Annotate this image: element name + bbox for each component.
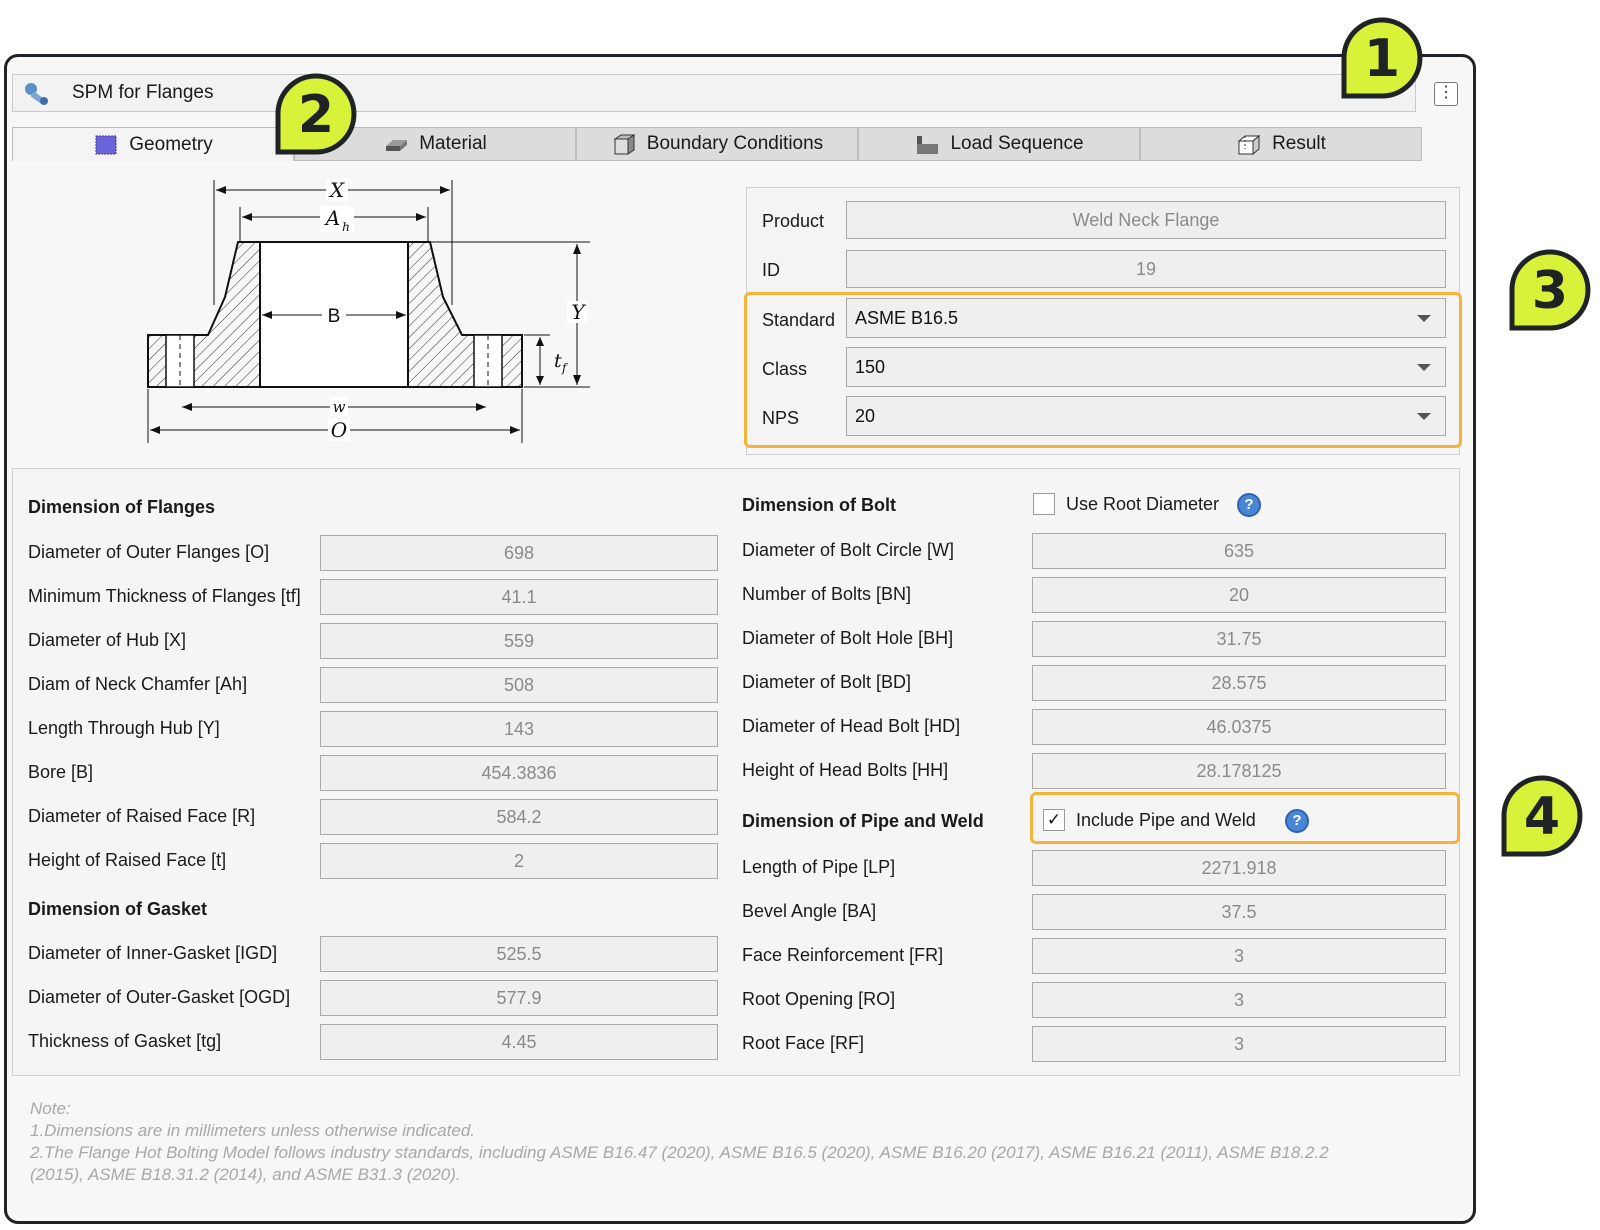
dimension-label: Diameter of Head Bolt [HD] — [742, 716, 961, 736]
dimension-value-field: 4.45 — [320, 1024, 718, 1060]
use-root-diameter-label: Use Root Diameter — [1066, 494, 1220, 514]
dimension-label: Diameter of Inner-Gasket [IGD] — [28, 943, 278, 963]
dimension-value-field: 454.3836 — [320, 755, 718, 791]
help-icon[interactable]: ? — [1285, 809, 1309, 833]
pipe-section-title: Dimension of Pipe and Weld — [742, 811, 984, 831]
badge-number: 1 — [1363, 29, 1401, 89]
title-bar — [12, 74, 1416, 112]
note-heading: Note: — [30, 1099, 71, 1118]
box-icon — [611, 132, 637, 156]
result-cube-icon — [1236, 132, 1262, 156]
dimension-label: Length Through Hub [Y] — [28, 718, 220, 738]
cube-icon — [93, 133, 119, 157]
window-title: SPM for Flanges — [72, 82, 214, 103]
dimension-value-field: 559 — [320, 623, 718, 659]
dimension-value-field: 2 — [320, 843, 718, 879]
dimension-label: Thickness of Gasket [tg] — [28, 1031, 222, 1051]
dimension-label: Diameter of Bolt Hole [BH] — [742, 628, 954, 648]
dimension-value-field: 584.2 — [320, 799, 718, 835]
dimension-label: Bevel Angle [BA] — [742, 901, 877, 921]
include-pipe-weld-label: Include Pipe and Weld — [1076, 810, 1256, 830]
standard-label: Standard — [762, 310, 836, 330]
dimension-label: Diameter of Hub [X] — [28, 630, 187, 650]
dimension-value-field: 635 — [1032, 533, 1446, 569]
dim-ah-label: A — [325, 206, 341, 230]
tab-label: Geometry — [129, 133, 213, 155]
dimension-value-field: 525.5 — [320, 936, 718, 972]
dim-x-label: X — [329, 178, 345, 202]
nps-value: 20 — [855, 406, 876, 426]
dimension-label: Number of Bolts [BN] — [742, 584, 912, 604]
dimension-label: Diameter of Raised Face [R] — [28, 806, 256, 826]
dimension-label: Diameter of Bolt Circle [W] — [742, 540, 955, 560]
dimension-label: Length of Pipe [LP] — [742, 857, 896, 877]
tab-result[interactable] — [1140, 127, 1422, 161]
dimension-value-field: 28.178125 — [1032, 753, 1446, 789]
note-line-3: (2015), ASME B18.31.2 (2014), and ASME B31.3 (2020). — [30, 1165, 461, 1184]
dimension-value-field: 28.575 — [1032, 665, 1446, 701]
dimension-value-field: 2271.918 — [1032, 850, 1446, 886]
flange-drawing — [130, 175, 610, 455]
callout-badge-3 — [1504, 244, 1594, 334]
class-value: 150 — [855, 357, 886, 377]
bar-icon — [914, 132, 940, 156]
dimension-label: Face Reinforcement [FR] — [742, 945, 944, 965]
tab-label: Result — [1272, 133, 1326, 154]
standard-value: ASME B16.5 — [855, 308, 959, 328]
callout-badge-4 — [1496, 770, 1586, 860]
note-line-2: 2.The Flange Hot Bolting Model follows industry standards, including ASME B16.47 (2020), ASME B16.5 (2020), ASME B16.20 (2017), ASME B16.21 (2011), ASME B18.2.2 — [30, 1143, 1329, 1162]
dimension-value-field: 41.1 — [320, 579, 718, 615]
wrench-icon — [22, 80, 52, 108]
badge-number: 2 — [297, 85, 335, 145]
gasket-section-title: Dimension of Gasket — [28, 899, 208, 919]
dimension-value-field: 37.5 — [1032, 894, 1446, 930]
badge-number: 3 — [1531, 261, 1569, 321]
dimension-label: Root Face [RF] — [742, 1033, 865, 1053]
dimension-label: Diameter of Outer Flanges [O] — [28, 542, 270, 562]
dim-tf-sub: f — [562, 361, 567, 375]
tab-label: Load Sequence — [950, 133, 1084, 154]
dim-y-label: Y — [571, 300, 585, 324]
dimension-label: Diameter of Outer-Gasket [OGD] — [28, 987, 291, 1007]
use-root-diameter-checkbox[interactable] — [1033, 493, 1055, 515]
more-options-button[interactable]: ⋮ — [1434, 82, 1458, 106]
note-line-1: 1.Dimensions are in millimeters unless otherwise indicated. — [30, 1121, 476, 1140]
id-field: 19 — [846, 250, 1446, 288]
dimension-value-field: 698 — [320, 535, 718, 571]
product-field: Weld Neck Flange — [846, 201, 1446, 239]
nps-label: NPS — [762, 408, 800, 428]
dim-b-label: B — [327, 306, 341, 327]
dimension-value-field: 31.75 — [1032, 621, 1446, 657]
tab-label: Boundary Conditions — [646, 133, 824, 154]
product-label: Product — [762, 211, 825, 231]
dimension-value-field: 46.0375 — [1032, 709, 1446, 745]
dimension-label: Diameter of Bolt [BD] — [742, 672, 912, 692]
badge-number: 4 — [1523, 787, 1561, 847]
dimension-label: Diam of Neck Chamfer [Ah] — [28, 674, 248, 694]
dimension-value-field: 3 — [1032, 1026, 1446, 1062]
dimension-value-field: 20 — [1032, 577, 1446, 613]
dim-ah-sub: h — [342, 220, 350, 234]
bolt-section-title: Dimension of Bolt — [742, 495, 896, 515]
plate-icon — [383, 132, 409, 156]
highlight-standard-group — [744, 292, 1462, 448]
dim-tf-label: t — [554, 350, 562, 372]
tab-load-sequence[interactable] — [858, 127, 1140, 161]
dimension-label: Height of Raised Face [t] — [28, 850, 227, 870]
dimension-value-field: 3 — [1032, 982, 1446, 1018]
tab-geometry[interactable] — [12, 127, 294, 161]
dimension-value-field: 508 — [320, 667, 718, 703]
dimension-label: Bore [B] — [28, 762, 94, 782]
callout-badge-1 — [1338, 12, 1424, 102]
class-label: Class — [762, 359, 808, 379]
highlight-include-pipe — [1030, 792, 1460, 844]
dimension-value-field: 143 — [320, 711, 718, 747]
dim-o-label: O — [330, 418, 348, 442]
id-label: ID — [762, 260, 780, 280]
dim-w-label: w — [332, 398, 346, 416]
dimension-label: Minimum Thickness of Flanges [tf] — [28, 586, 301, 606]
dimension-label: Height of Head Bolts [HH] — [742, 760, 949, 780]
tab-label: Material — [419, 133, 487, 154]
dimension-value-field: 3 — [1032, 938, 1446, 974]
tab-boundary-conditions[interactable] — [576, 127, 858, 161]
callout-badge-2 — [270, 68, 360, 158]
flanges-section-title: Dimension of Flanges — [28, 497, 216, 517]
include-pipe-weld-checkbox[interactable]: ✓ — [1043, 809, 1065, 831]
dimension-value-field: 577.9 — [320, 980, 718, 1016]
dimension-label: Root Opening [RO] — [742, 989, 896, 1009]
help-icon[interactable]: ? — [1237, 493, 1261, 517]
